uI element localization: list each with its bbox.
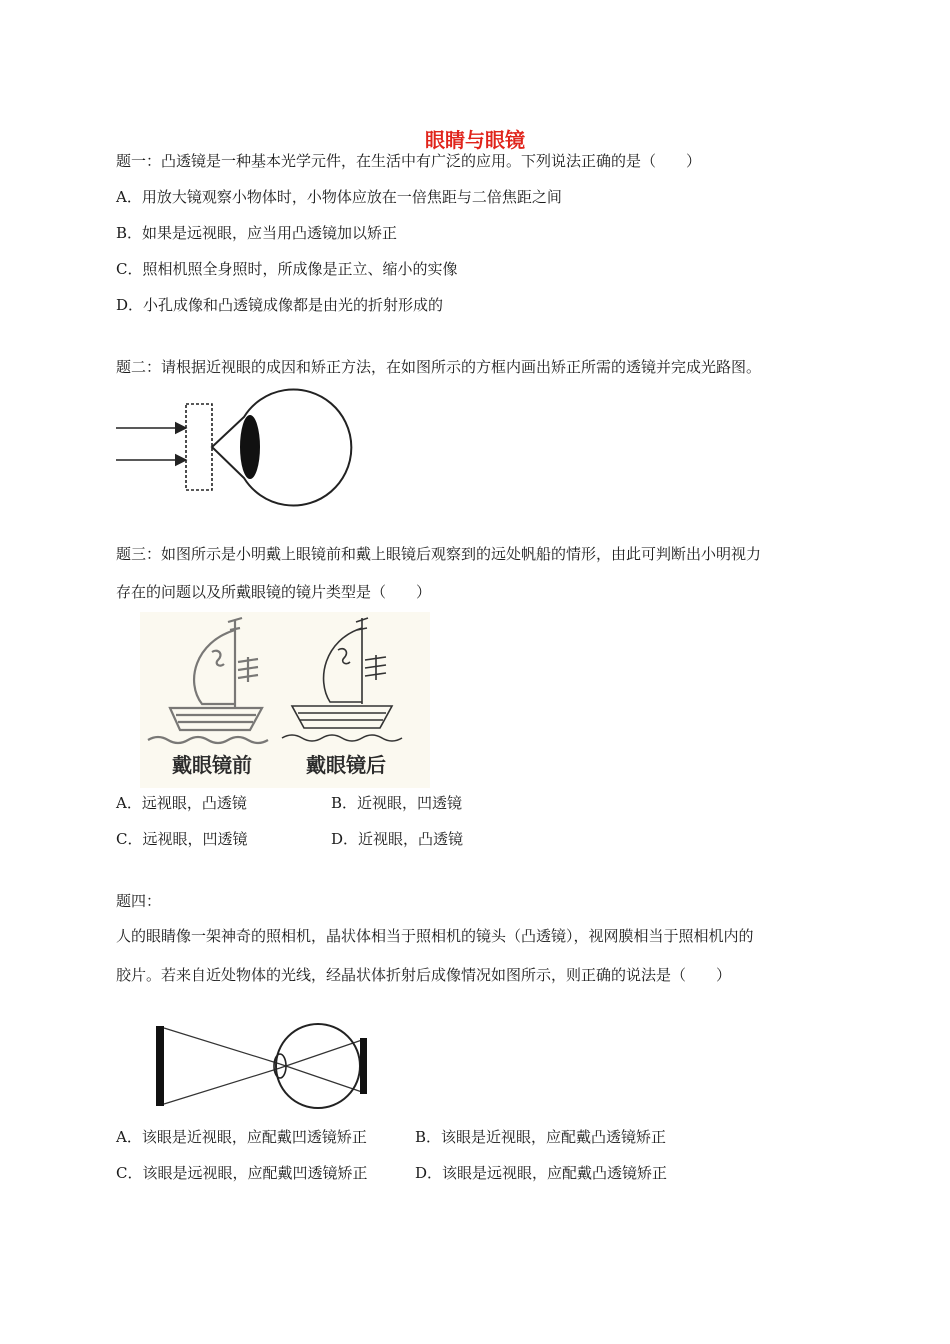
page-title: 眼睛与眼镜 [425, 128, 525, 152]
q4-option-d: D．该眼是远视眼，应配戴凸透镜矫正 [415, 1164, 668, 1182]
q3-stem-line2: 存在的问题以及所戴眼镜的镜片类型是（ ） [116, 583, 432, 601]
q4-stem-line2: 胶片。若来自近处物体的光线，经晶状体折射后成像情况如图所示，则正确的说法是（ ） [116, 966, 732, 984]
q4-option-c: C．该眼是远视眼，应配戴凹透镜矫正 [116, 1164, 368, 1182]
q1-option-b: B．如果是远视眼，应当用凸透镜加以矫正 [116, 224, 398, 242]
lens-box-dashed [186, 404, 212, 490]
q3-option-a: A．远视眼，凸透镜 [116, 794, 247, 812]
q3-stem-line1: 题三：如图所示是小明戴上眼镜前和戴上眼镜后观察到的远处帆船的情形，由此可判断出小明视力 [116, 545, 762, 563]
q4-option-a: A．该眼是近视眼，应配戴凹透镜矫正 [116, 1128, 367, 1146]
q4-stem-line1: 人的眼睛像一架神奇的照相机，晶状体相当于照相机的镜头（凸透镜），视网膜相当于照相机内的 [116, 927, 754, 945]
eye-focus-diagram [152, 1020, 377, 1115]
crystalline-lens [240, 415, 260, 479]
caption-before-glasses: 戴眼镜前 [172, 753, 252, 777]
q1-option-c: C．照相机照全身照时，所成像是正立、缩小的实像 [116, 260, 458, 278]
q1-stem: 题一：凸透镜是一种基本光学元件，在生活中有广泛的应用。下列说法正确的是（ ） [116, 152, 702, 170]
sailboat-figure [140, 612, 430, 788]
retina-image [360, 1038, 367, 1094]
q1-option-d: D．小孔成像和凸透镜成像都是由光的折射形成的 [116, 296, 444, 314]
q3-option-b: B．近视眼，凹透镜 [331, 794, 463, 812]
object-bar [156, 1026, 164, 1106]
q1-option-a: A．用放大镜观察小物体时，小物体应放在一倍焦距与二倍焦距之间 [116, 188, 562, 206]
q3-option-c: C．远视眼，凹透镜 [116, 830, 248, 848]
eyeball-outline [212, 390, 351, 506]
q4-option-b: B．该眼是近视眼，应配戴凸透镜矫正 [415, 1128, 667, 1146]
myopia-eye-diagram [110, 385, 330, 500]
q4-label: 题四： [116, 892, 162, 910]
eyeball-outline [276, 1024, 360, 1108]
q2-stem: 题二：请根据近视眼的成因和矫正方法，在如图所示的方框内画出矫正所需的透镜并完成光路图。 [116, 358, 762, 376]
caption-after-glasses: 戴眼镜后 [306, 753, 386, 777]
q3-option-d: D．近视眼，凸透镜 [331, 830, 464, 848]
